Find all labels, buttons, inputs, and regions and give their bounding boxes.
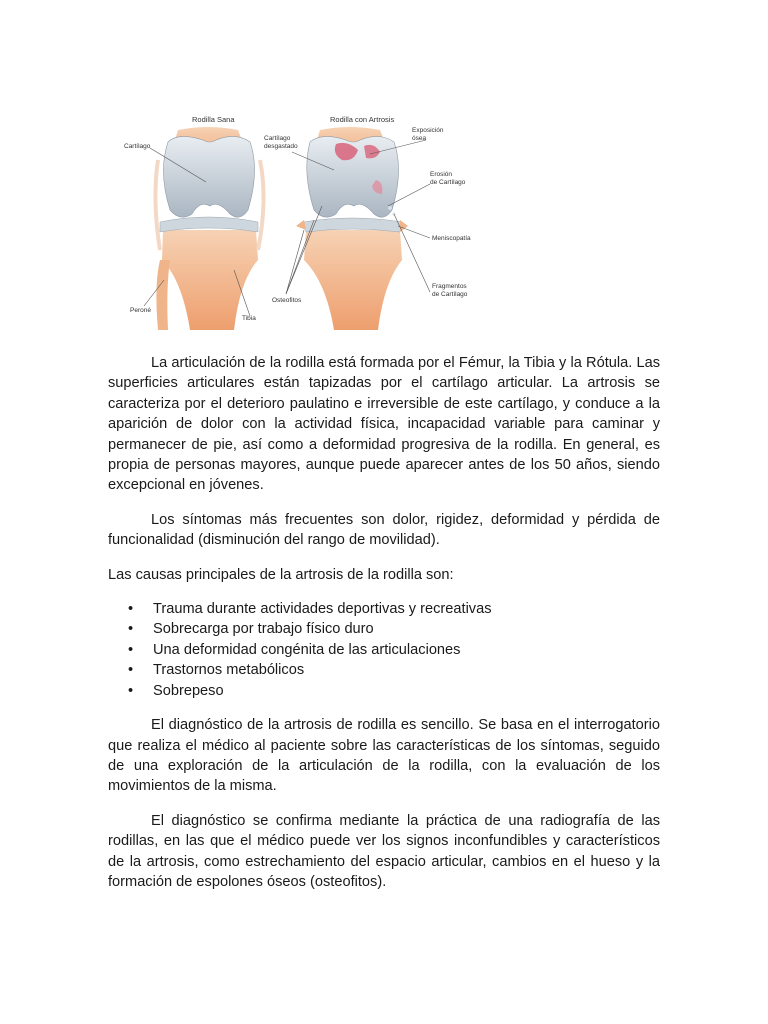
knee-illustration xyxy=(108,110,480,330)
paragraph-anatomy: La articulación de la rodilla está formada por el Fémur, la Tibia y la Rótula. Las superficies articulares están tapizadas por el cartílago articular. La artrosis se caracteriza por el deterioro paulatino e irreversible de este cartílago, y conduce a la aparición de dolor con la actividad física, incapacidad variable para caminar y permanecer de pie, así como a deformidad progresiva de la rodilla. En general, es propia de personas mayores, aunque puede aparecer antes de los 50 años, siendo excepcional en jóvenes. xyxy=(108,355,660,494)
healthy-knee-title: Rodilla Sana xyxy=(192,115,235,124)
label-erosion-2: de Cartílago xyxy=(430,179,466,186)
list-item: • Sobrecarga por trabajo físico duro xyxy=(108,619,660,639)
paragraph-symptoms: Los síntomas más frecuentes son dolor, rigidez, deformidad y pérdida de funcionalidad (disminución del rango de movilidad). xyxy=(108,511,660,549)
paragraph-radiography: El diagnóstico se confirma mediante la práctica de una radiografía de las rodillas, en las que el médico puede ver los signos inconfundibles y característicos de la artrosis, como estrechamiento del espacio articular, cambios en el hueso y la formación de espolones óseos (osteofitos). xyxy=(108,812,660,890)
label-exposicion-2: ósea xyxy=(412,135,427,142)
label-cartilago-desgastado-2: desgastado xyxy=(264,143,298,150)
body-text xyxy=(108,353,660,892)
list-item: • Trauma durante actividades deportivas y recreativas xyxy=(108,599,660,619)
label-meniscopatia: Meniscopatía xyxy=(432,235,471,242)
label-tibia: Tibia xyxy=(242,315,256,322)
label-exposicion-1: Exposición xyxy=(412,127,444,134)
label-erosion-1: Erosión xyxy=(430,171,453,178)
bullet-icon: • xyxy=(128,641,134,658)
bullet-icon: • xyxy=(128,662,134,679)
paragraph-causes-intro: Las causas principales de la artrosis de la rodilla son: xyxy=(108,566,454,583)
label-cartilago-desgastado-1: Cartílago xyxy=(264,135,291,142)
label-fragmentos-2: de Cartílago xyxy=(432,291,468,298)
bullet-icon: • xyxy=(128,621,134,638)
causes-list xyxy=(108,599,660,701)
list-item: • Sobrepeso xyxy=(108,681,660,701)
list-item: • Una deformidad congénita de las articulaciones xyxy=(108,640,660,660)
label-cartilago: Cartílago xyxy=(124,143,151,150)
label-fragmentos-1: Fragmentos xyxy=(432,283,467,290)
bullet-icon: • xyxy=(128,682,134,699)
bullet-icon: • xyxy=(128,601,134,618)
healthy-knee xyxy=(155,127,263,330)
label-perone: Peroné xyxy=(130,307,151,314)
label-osteofitos: Osteofitos xyxy=(272,297,302,304)
paragraph-diagnosis: El diagnóstico de la artrosis de rodilla es sencillo. Se basa en el interrogatorio que realiza el médico al paciente sobre las características de los síntomas, seguido de una exploración de la articulación de la rodilla, con la evaluación de los movimientos de la misma. xyxy=(108,717,660,795)
list-item: • Trastornos metabólicos xyxy=(108,660,660,680)
arthrosis-knee-title: Rodilla con Artrosis xyxy=(330,115,395,124)
